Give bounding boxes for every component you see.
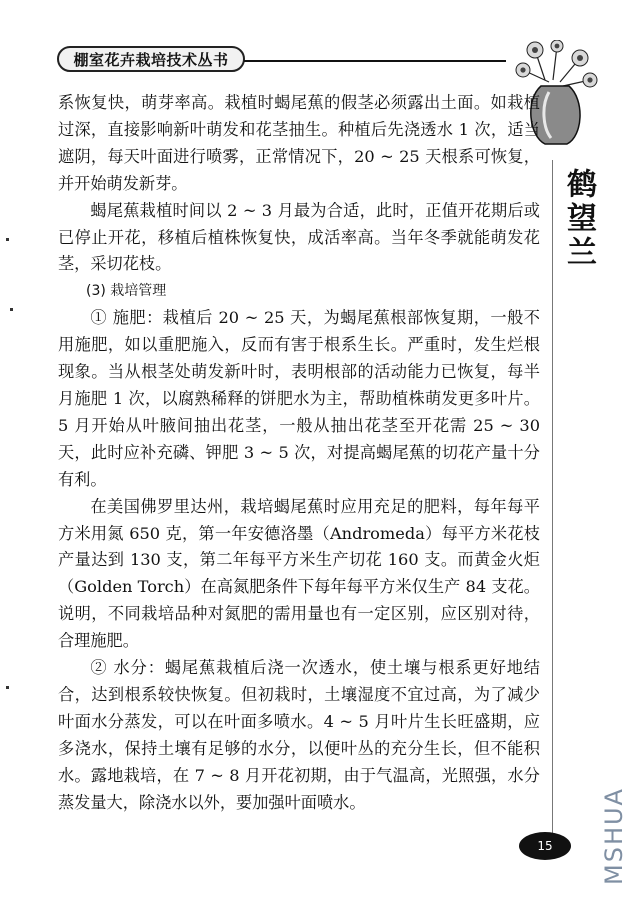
section-heading: (3) 栽培管理	[86, 283, 167, 300]
series-title: 棚室花卉栽培技术丛书	[57, 46, 245, 72]
paragraph: ② 水分：蝎尾蕉栽植后浇一次透水，使土壤与根系更好地结合，达到根系较快恢复。但初栽时，土壤湿度不宜过高，为了减少叶面水分蒸发，可以在叶面多喷水。4 ~ 5 月叶片生长旺盛期，应多浇水，保持土壤有足够的水分，以便叶丛的充分生长，但不能积水。露地栽培，在 7 ~ 8 月开花初期，由于气温高，光照强，水分蒸发量大，除浇水以外，要加强叶面喷水。	[58, 658, 540, 812]
side-divider	[552, 160, 553, 840]
scan-speck	[10, 308, 13, 311]
paragraph: ① 施肥：栽植后 20 ~ 25 天，为蝎尾蕉根部恢复期，一般不用施肥，如以重肥施入，反而有害于根系生长。严重时，发生烂根现象。当从根茎处萌发新叶时，表明根部的活动能力已恢复，每半月施肥 1 次，以腐熟稀释的饼肥水为主，帮助植株萌发更多叶片。5 月开始从叶腋间抽出花茎，一般从抽出花茎至开花需 25 ~ 30 天，此时应补充磷、钾肥 3 ~ 5 次，对提高蝎尾蕉的切花产量十分有利。	[58, 308, 540, 489]
header-rule	[244, 60, 506, 62]
paragraph: 系恢复快，萌芽率高。栽植时蝎尾蕉的假茎必须露出土面。如栽植过深，直接影响新叶萌发和花茎抽生。种植后先浇透水 1 次，适当遮阴，每天叶面进行喷雾，正常情况下，20 ~ 25 天根系可恢复，并开始萌发新芽。	[58, 93, 540, 193]
paragraph: 蝎尾蕉栽植时间以 2 ~ 3 月最为合适，此时，正值开花期后或已停止开花，移植后植株恢复快，成活率高。当年冬季就能萌发花茎，采切花枝。	[58, 200, 540, 274]
paragraph: 在美国佛罗里达州，栽培蝎尾蕉时应用充足的肥料，每年每平方米用氮 650 克，第一年安德洛墨（Andromeda）每平方米花枝产量达到 130 支，第二年每平方米生产切花 160 支。而黄金火炬（Golden Torch）在高氮肥条件下每年每平方米仅生产 84 支花。说明，不同栽培品种对氮肥的需用量也有一定区别，应区别对待，合理施肥。	[58, 496, 540, 651]
scan-speck	[6, 238, 9, 241]
scan-speck	[6, 686, 9, 689]
body-text	[58, 90, 540, 816]
page-number: 15	[519, 832, 571, 860]
chapter-label: 鹤望兰	[561, 168, 596, 270]
watermark: MSHUA	[600, 787, 628, 885]
